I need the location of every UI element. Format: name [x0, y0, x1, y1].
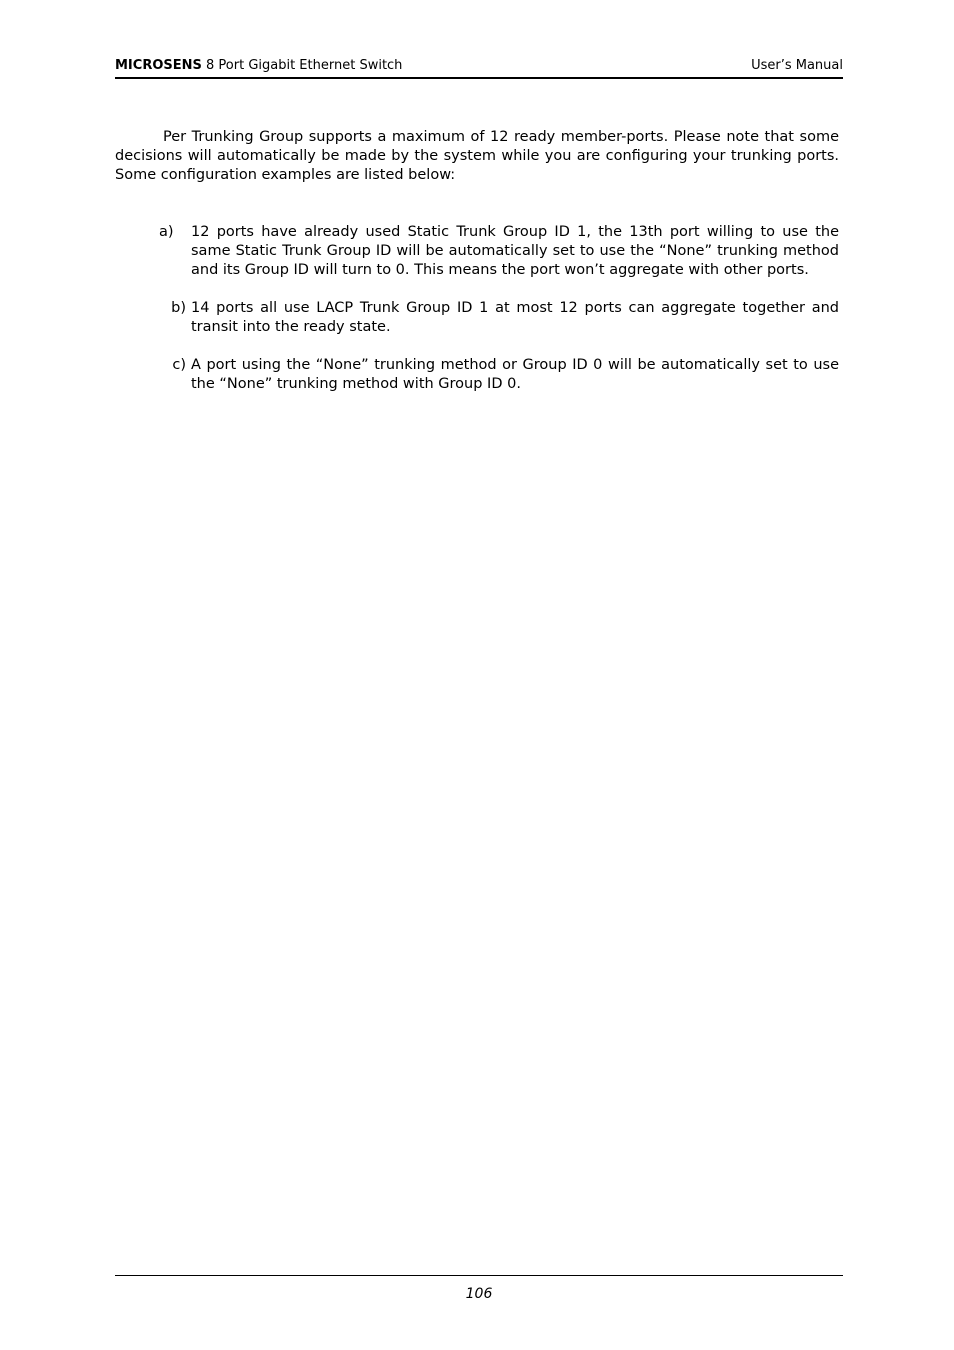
list-item	[115, 299, 839, 337]
list-item	[115, 356, 839, 394]
intro-paragraph: Per Trunking Group supports a maximum of 12 ready member-ports. Please note that some decisions will automatically be made by the system while you are configuring your trunking ports. Some configuration examples are listed below:	[115, 129, 839, 183]
list-item-text: 14 ports all use LACP Trunk Group ID 1 at most 12 ports can aggregate together and transit into the ready state.	[191, 300, 839, 335]
examples-list	[115, 223, 839, 394]
list-marker: a)	[159, 224, 174, 240]
page-content	[115, 128, 839, 413]
list-item-text: 12 ports have already used Static Trunk Group ID 1, the 13th port willing to use the same Static Trunk Group ID will be automatically set to use the “None” trunking method and its Group ID will turn to 0. This means the port won’t aggregate with other ports.	[191, 224, 839, 278]
list-item-text: A port using the “None” trunking method or Group ID 0 will be automatically set to use the “None” trunking method with Group ID 0.	[191, 357, 839, 392]
header-brand: MICROSENS	[115, 58, 202, 73]
header-doc-title: User’s Manual	[751, 58, 843, 73]
page-header	[115, 57, 843, 79]
list-item	[115, 223, 839, 280]
page-number: 106	[465, 1286, 493, 1302]
header-product-line	[115, 57, 402, 75]
list-marker: b)	[171, 300, 186, 316]
page-footer	[115, 1275, 843, 1303]
header-product: 8 Port Gigabit Ethernet Switch	[201, 58, 403, 73]
list-marker: c)	[172, 357, 186, 373]
